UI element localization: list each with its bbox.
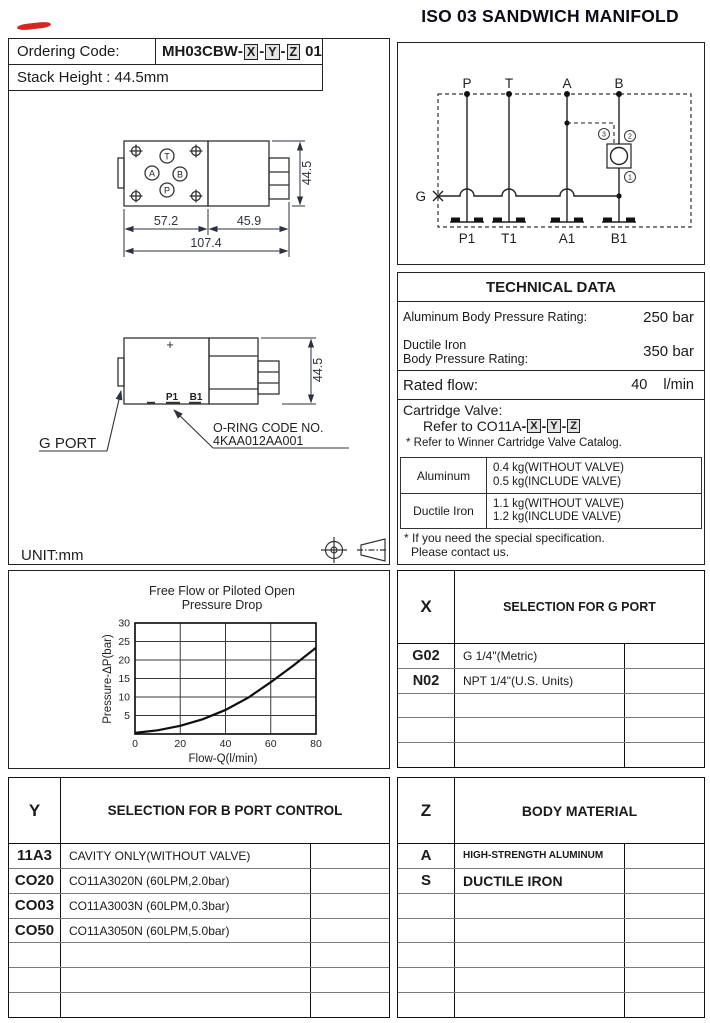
- weight-values: 1.1 kg(WITHOUT VALVE) 1.2 kg(INCLUDE VALVE): [493, 497, 624, 523]
- table-y-code: Y: [9, 778, 61, 843]
- table-row: 11A3 CAVITY ONLY(WITHOUT VALVE): [9, 844, 389, 869]
- schematic-panel: [397, 42, 705, 265]
- schematic-port-t1: T1: [501, 231, 517, 246]
- weight-material: Ductile Iron: [401, 494, 487, 528]
- table-row: [398, 743, 704, 767]
- g-port-label: G PORT: [39, 435, 97, 452]
- dim-44-5-side: 44.5: [311, 357, 325, 383]
- table-row: [9, 943, 389, 968]
- code-dash: -: [541, 418, 547, 434]
- rated-flow-row: [398, 371, 704, 399]
- ductile-pressure-label: Ductile Iron Body Pressure Rating:: [403, 337, 529, 366]
- chart-title-line1: Free Flow or Piloted Open: [149, 584, 295, 598]
- cartridge-catalog-note: * Refer to Winner Cartridge Valve Catalog.: [406, 437, 622, 449]
- item-number-1: 1: [628, 174, 632, 182]
- aluminum-pressure-row: [398, 301, 704, 333]
- selection-table-g-port: [397, 570, 705, 768]
- chart-y-tick: 10: [118, 691, 130, 704]
- ordering-code-label: Ordering Code:: [9, 39, 156, 64]
- flow-lines: [467, 94, 619, 222]
- chart-x-tick: 0: [132, 738, 138, 750]
- chart-gridlines: [135, 623, 316, 734]
- cartridge-valve-title: Cartridge Valve:: [403, 402, 503, 418]
- code-dash: -: [561, 418, 567, 434]
- weight-row-aluminum: [401, 458, 701, 493]
- table-row: A HIGH-STRENGTH ALUMINUM: [398, 844, 704, 869]
- rated-flow-value-group: 40 l/min: [631, 377, 694, 393]
- chart-y-tick: 25: [118, 636, 130, 648]
- table-row: [398, 943, 704, 968]
- top-view-port-t: T: [164, 151, 170, 162]
- top-view-port-a: A: [148, 168, 156, 179]
- item-number-3: 3: [602, 131, 606, 139]
- manifold-boundary: [438, 94, 691, 227]
- logo-swoosh-mark: [17, 21, 51, 31]
- table-row: [398, 894, 704, 919]
- aluminum-pressure-value: 250 bar: [643, 308, 694, 326]
- chart-y-tick: 5: [124, 710, 130, 722]
- drawing-panel: [8, 38, 390, 565]
- table-row: [398, 694, 704, 719]
- mechanical-drawings: [9, 39, 388, 563]
- schematic-port-a1: A1: [558, 231, 576, 246]
- divider: [398, 399, 704, 400]
- code-dash: -: [280, 43, 286, 60]
- table-row: [398, 718, 704, 743]
- side-view-port-p1: P1: [165, 392, 179, 403]
- table-row: [9, 968, 389, 993]
- table-x-code: X: [398, 571, 455, 643]
- schematic-g-label: G: [415, 189, 426, 204]
- top-view-port-p: P: [163, 185, 171, 196]
- code-prefix: MH03CBW: [162, 43, 238, 60]
- schematic-port-b: B: [614, 76, 624, 91]
- dim-44-5-top: 44.5: [300, 160, 314, 186]
- weight-values: 0.4 kg(WITHOUT VALVE) 0.5 kg(INCLUDE VALVE): [493, 462, 624, 488]
- table-row: CO03 CO11A3003N (60LPM,0.3bar): [9, 894, 389, 919]
- cartridge-var-x: X: [527, 419, 540, 433]
- dim-57-2: 57.2: [153, 214, 179, 228]
- chart-title-line2: Pressure Drop: [181, 598, 263, 612]
- chart-y-tick: 30: [118, 617, 130, 630]
- table-row: [9, 993, 389, 1017]
- check-valve-symbol: [607, 144, 631, 168]
- schematic-port-t: T: [504, 76, 514, 91]
- schematic-port-a: A: [562, 76, 572, 91]
- table-row: G02 G 1/4"(Metric): [398, 644, 704, 669]
- code-dash: -: [237, 43, 243, 60]
- weight-row-ductile: [401, 493, 701, 528]
- dim-107-4: 107.4: [190, 236, 222, 250]
- g-gauge-line: [438, 189, 619, 196]
- weight-table: [400, 457, 702, 529]
- ductile-pressure-row: [398, 333, 704, 370]
- table-row: [398, 993, 704, 1017]
- schematic-port-p1: P1: [458, 231, 476, 246]
- selection-table-b-port-control: [8, 777, 390, 1018]
- top-view-port-b: B: [176, 169, 184, 180]
- table-z-code: Z: [398, 778, 455, 843]
- item-number-2: 2: [628, 133, 632, 141]
- stack-height-label: Stack Height : 44.5mm: [17, 69, 169, 86]
- side-view-port-b1: B1: [189, 392, 203, 403]
- cartridge-var-y: Y: [547, 419, 560, 433]
- selection-table-body-material: [397, 777, 705, 1018]
- oring-code-label: O-RING CODE NO.: [213, 421, 324, 435]
- technical-data-header: TECHNICAL DATA: [398, 273, 704, 302]
- bottom-port-symbols: [450, 218, 636, 223]
- chart-xlabel: Flow-Q(l/min): [188, 753, 258, 765]
- code-var-x: X: [244, 44, 258, 60]
- table-row: CO50 CO11A3050N (60LPM,5.0bar): [9, 919, 389, 944]
- hydraulic-schematic: [398, 43, 703, 263]
- chart-y-tick: 20: [118, 654, 130, 667]
- pressure-drop-chart-panel: [8, 570, 390, 769]
- chart-x-tick: 80: [310, 738, 322, 750]
- code-var-z: Z: [287, 44, 301, 60]
- chart-y-tick: 15: [118, 673, 130, 685]
- table-z-header: [398, 778, 704, 844]
- cartridge-var-z: Z: [567, 419, 580, 433]
- technical-data-panel: [397, 272, 705, 565]
- junction-dots: [464, 91, 622, 199]
- table-y-title: SELECTION FOR B PORT CONTROL: [107, 803, 343, 818]
- table-row: S DUCTILE IRON: [398, 869, 704, 894]
- code-suffix: 01: [305, 43, 322, 60]
- chart-x-tick: 40: [219, 738, 232, 750]
- projection-cone-icon: [357, 539, 388, 561]
- table-z-title: BODY MATERIAL: [521, 802, 638, 819]
- cartridge-valve-section: [403, 402, 700, 449]
- table-x-header: [398, 571, 704, 644]
- pressure-drop-chart: [9, 571, 388, 767]
- table-row: [398, 919, 704, 944]
- page-title: ISO 03 SANDWICH MANIFOLD: [421, 6, 679, 26]
- oring-code-number: 4KAA012AA001: [213, 434, 304, 448]
- table-x-title: SELECTION FOR G PORT: [503, 600, 656, 614]
- code-dash: -: [521, 418, 527, 434]
- table-row: [398, 968, 704, 993]
- table-row: CO20 CO11A3020N (60LPM,2.0bar): [9, 869, 389, 894]
- schematic-port-b1: B1: [610, 231, 628, 246]
- cartridge-refer-line: Refer to CO11A - X - Y - Z: [423, 418, 700, 434]
- table-row: N02 NPT 1/4"(U.S. Units): [398, 669, 704, 694]
- chart-ylabel: Pressure-ΔP(bar): [102, 634, 114, 724]
- projection-target-icon: [321, 537, 347, 563]
- chart-x-tick: 20: [174, 738, 187, 750]
- chart-x-tick: 60: [264, 738, 277, 750]
- ductile-pressure-value: 350 bar: [643, 343, 694, 360]
- rated-flow-label: Rated flow:: [403, 376, 479, 394]
- code-dash: -: [259, 43, 265, 60]
- table-y-header: [9, 778, 389, 844]
- special-spec-footnote: * If you need the special specification. Please contact us.: [404, 531, 605, 559]
- code-var-y: Y: [265, 44, 279, 60]
- side-view-plus-mark: +: [166, 338, 174, 352]
- top-view-drawing: [118, 141, 289, 206]
- weight-material: Aluminum: [401, 458, 487, 493]
- unit-label: UNIT:mm: [21, 547, 84, 563]
- dim-45-9: 45.9: [236, 214, 262, 228]
- schematic-port-p: P: [462, 76, 472, 91]
- aluminum-pressure-label: Aluminum Body Pressure Rating:: [403, 310, 588, 324]
